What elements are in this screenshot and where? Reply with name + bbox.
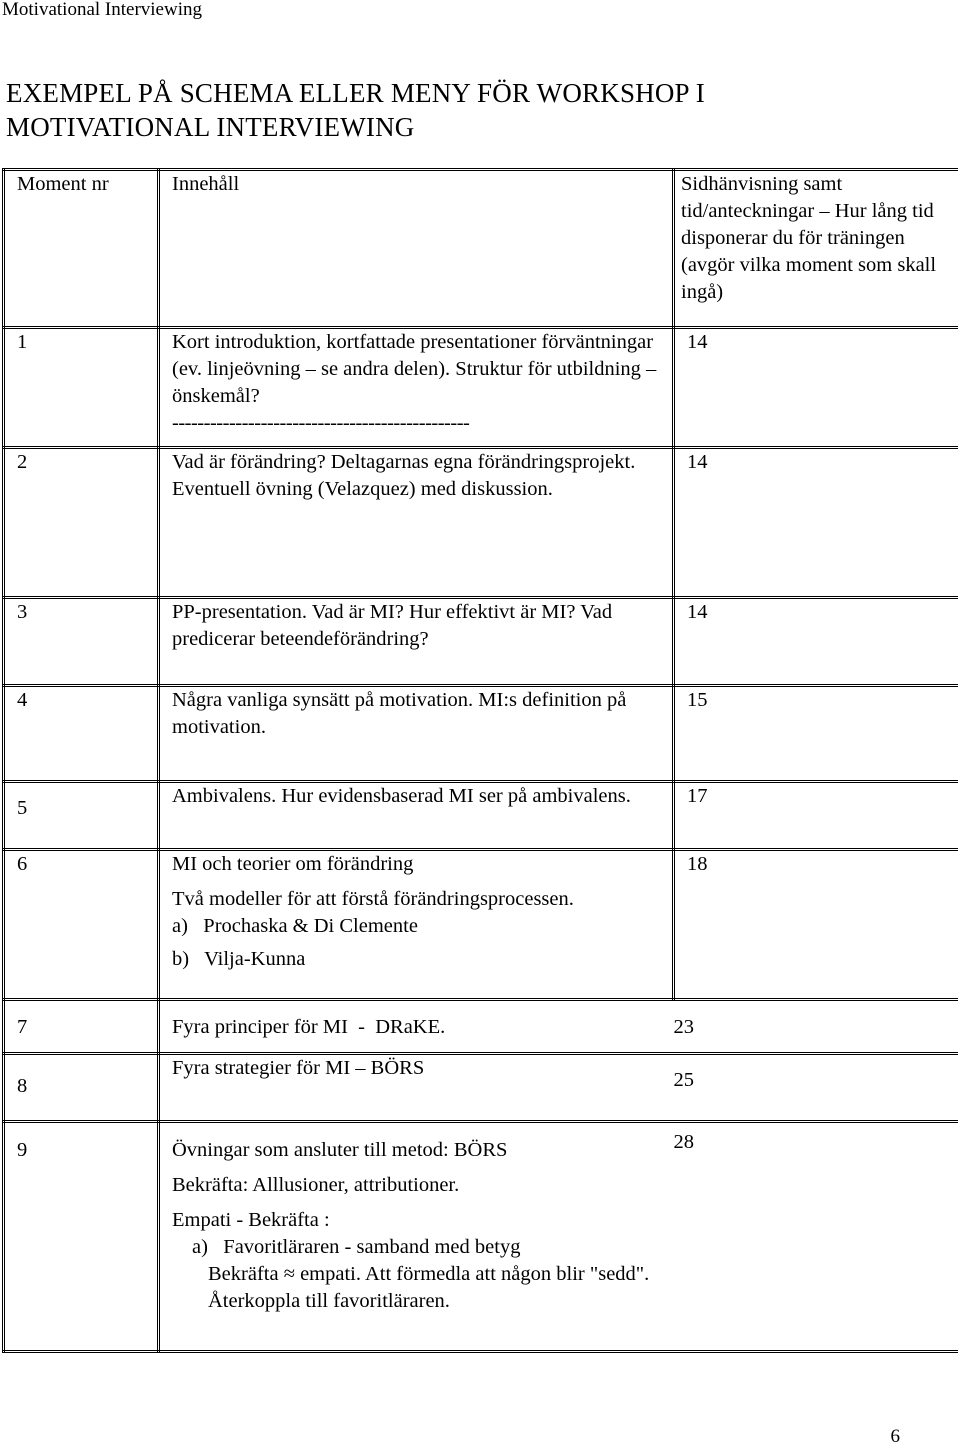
table-row bbox=[4, 1122, 959, 1352]
row-8-nr bbox=[4, 1054, 159, 1122]
table-row bbox=[4, 850, 959, 1000]
row-9-page-value: 28 bbox=[673, 1131, 694, 1153]
row-6-page: 18 bbox=[674, 850, 959, 1000]
header-content bbox=[159, 170, 674, 328]
row-6-subheading: Två modeller för att förstå förändringsprocessen. bbox=[172, 888, 574, 910]
row-3-text: PP-presentation. Vad är MI? Hur effektivt är MI? Vad predicerar beteendeförändring? bbox=[172, 601, 613, 650]
row-8-nr-value: 8 bbox=[17, 1075, 28, 1097]
header-moment-nr bbox=[4, 170, 159, 328]
row-7-nr bbox=[4, 1000, 159, 1054]
schedule-table bbox=[2, 168, 958, 1353]
row-5-nr bbox=[4, 782, 159, 850]
row-5-text: Ambivalens. Hur evidensbaserad MI ser på ambivalens. bbox=[172, 785, 631, 807]
header-reference bbox=[674, 170, 959, 328]
row-8-text: Fyra strategier för MI – BÖRS bbox=[172, 1057, 425, 1079]
table-row bbox=[4, 686, 959, 782]
table-row bbox=[4, 328, 959, 448]
header-content-label: Innehåll bbox=[172, 173, 240, 195]
row-8-content bbox=[159, 1054, 674, 1122]
row-7-text: Fyra principer för MI - DRaKE. bbox=[172, 1016, 446, 1038]
header-moment-nr-label: Moment nr bbox=[17, 173, 109, 195]
row-5-content bbox=[159, 782, 674, 850]
row-8-page-value: 25 bbox=[673, 1069, 694, 1091]
header-reference-label: Sidhänvisning samt tid/anteckningar – Hur lång tid disponerar du för träningen (avgör vilka moment som skall ingå) bbox=[681, 173, 937, 303]
document-title-line-1: EXEMPEL PÅ SCHEMA ELLER MENY FÖR WORKSHOP I bbox=[6, 78, 705, 108]
row-7-nr-value: 7 bbox=[17, 1016, 28, 1038]
row-1-content bbox=[159, 328, 674, 448]
row-4-nr: 4 bbox=[4, 686, 159, 782]
row-2-content bbox=[159, 448, 674, 598]
row-6-content bbox=[159, 850, 674, 1000]
row-6-nr: 6 bbox=[4, 850, 159, 1000]
row-7-content bbox=[159, 1000, 674, 1054]
row-6-heading: MI och teorier om förändring bbox=[172, 853, 414, 875]
row-2-text: Vad är förändring? Deltagarnas egna förändringsprojekt. Eventuell övning (Velazquez) med diskussion. bbox=[172, 451, 636, 500]
row-4-content bbox=[159, 686, 674, 782]
row-4-text: Några vanliga synsätt på motivation. MI:s definition på motivation. bbox=[172, 689, 627, 738]
row-9-empathy: Empati - Bekräfta : bbox=[172, 1209, 330, 1231]
row-9-heading: Övningar som ansluter till metod: BÖRS bbox=[172, 1139, 508, 1161]
row-3-content bbox=[159, 598, 674, 686]
document-title-line-2: MOTIVATIONAL INTERVIEWING bbox=[6, 112, 415, 142]
schedule-table-container bbox=[2, 168, 958, 1353]
row-7-page bbox=[674, 1000, 959, 1054]
row-6-item-b: b) Vilja-Kunna bbox=[172, 948, 306, 970]
table-row bbox=[4, 448, 959, 598]
table-row bbox=[4, 1054, 959, 1122]
row-1-nr: 1 bbox=[4, 328, 159, 448]
row-2-nr: 2 bbox=[4, 448, 159, 598]
row-2-page: 14 bbox=[674, 448, 959, 598]
row-1-page: 14 bbox=[674, 328, 959, 448]
row-8-page bbox=[674, 1054, 959, 1122]
row-3-page: 14 bbox=[674, 598, 959, 686]
row-3-nr: 3 bbox=[4, 598, 159, 686]
table-row bbox=[4, 598, 959, 686]
row-4-page: 15 bbox=[674, 686, 959, 782]
document-title bbox=[6, 76, 705, 144]
row-9-page bbox=[674, 1122, 959, 1352]
row-9-affirm-empathy: Bekräfta ≈ empati. Att förmedla att någon blir "sedd". Återkoppla till favoritläraren. bbox=[208, 1263, 650, 1312]
row-5-page: 17 bbox=[674, 782, 959, 850]
row-1-text: Kort introduktion, kortfattade presentationer förväntningar (ev. linjeövning – se andra delen). Struktur för utbildning – önskemål? bbox=[172, 331, 657, 407]
row-9-nr bbox=[4, 1122, 159, 1352]
row-5-nr-value: 5 bbox=[17, 797, 28, 819]
row-9-content bbox=[159, 1122, 674, 1352]
page-number: 6 bbox=[890, 1426, 900, 1447]
row-1-divider: ----------------------------------------------- bbox=[172, 412, 470, 434]
row-9-nr-value: 9 bbox=[17, 1139, 28, 1161]
row-9-affirm: Bekräfta: Alllusioner, attributioner. bbox=[172, 1174, 460, 1196]
row-7-page-value: 23 bbox=[673, 1016, 694, 1038]
table-header-row bbox=[4, 170, 959, 328]
table-row bbox=[4, 1000, 959, 1054]
running-header: Motivational Interviewing bbox=[2, 0, 202, 20]
row-9-item-a: a) Favoritläraren - samband med betyg bbox=[192, 1236, 521, 1258]
table-row bbox=[4, 782, 959, 850]
row-6-item-a: a) Prochaska & Di Clemente bbox=[172, 915, 418, 937]
